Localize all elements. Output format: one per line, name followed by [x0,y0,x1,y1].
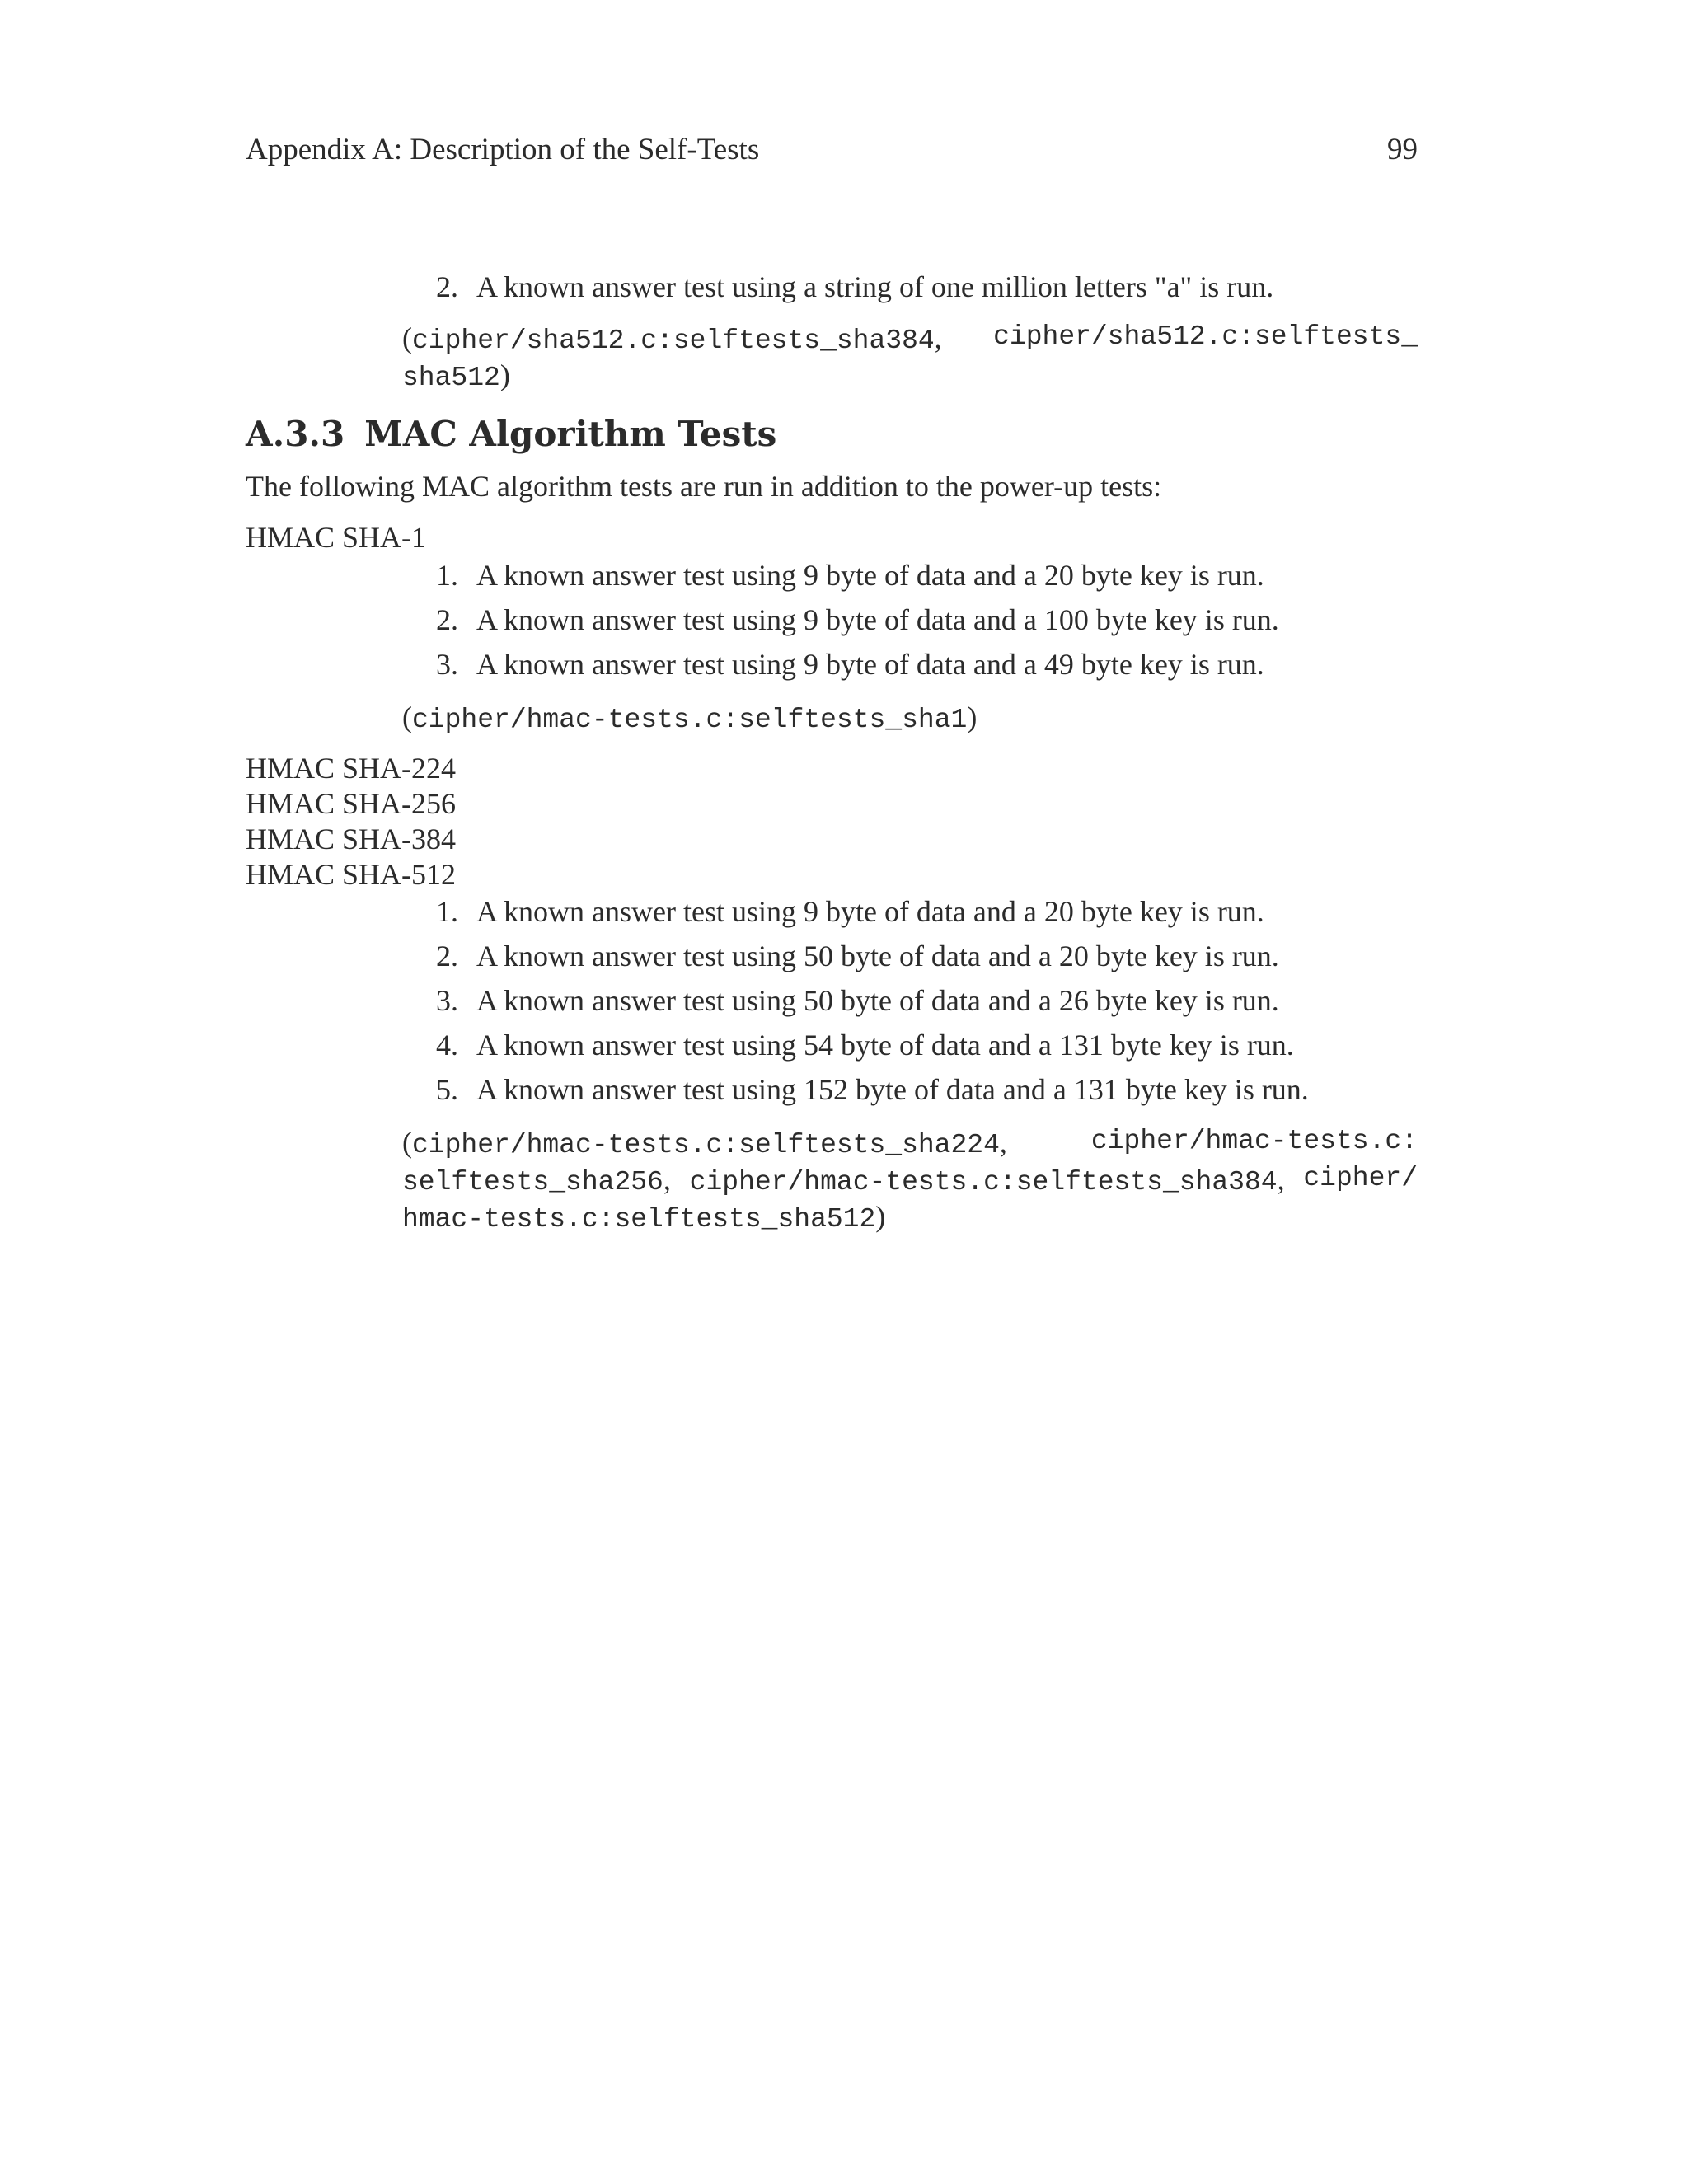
source-reference-line [402,702,1418,733]
list-item [415,1075,1309,1104]
list-item-number: 1. [436,895,458,928]
list-item-text: A known answer test using 50 byte of data and a 26 byte key is run. [476,984,1279,1017]
list-item-text: A known answer test using a string of one million letters "a" is run. [476,270,1274,303]
list-item-number: 3. [436,984,458,1017]
code-reference: cipher/hmac-tests.c: [1090,1126,1418,1156]
code-reference: sha512 [402,363,500,393]
list-item-number: 2. [436,940,458,972]
separator: , [1277,1163,1285,1196]
code-reference: selftests_sha256 [402,1167,663,1197]
running-header-title: Appendix A: Description of the Self-Tests [246,133,760,166]
source-reference-line [402,1202,1418,1233]
list-item [415,897,1264,926]
open-paren: ( [402,321,412,354]
list-item [415,560,1264,590]
source-reference-line [402,323,1418,354]
list-item-number: 2. [436,270,458,303]
source-reference-line [402,1165,1418,1196]
source-reference-line [402,1127,1418,1159]
list-item [415,1030,1294,1060]
hmac-sha224-label: HMAC SHA-224 [246,752,457,785]
code-reference: cipher/hmac-tests.c:selftests_sha224 [412,1130,1000,1160]
close-paren: ) [967,701,978,733]
hmac-sha384-label: HMAC SHA-384 [246,823,457,855]
code-reference: cipher/hmac-tests.c:selftests_sha1 [412,705,968,735]
hmac-sha1-label: HMAC SHA-1 [246,521,427,554]
list-item-number: 4. [436,1029,458,1062]
list-item-text: A known answer test using 9 byte of data and a 20 byte key is run. [476,895,1264,928]
code-reference: cipher/sha512.c:selftests_sha384 [412,326,935,356]
list-item-text: A known answer test using 152 byte of data and a 131 byte key is run. [476,1073,1309,1106]
list-item-text: A known answer test using 9 byte of data and a 49 byte key is run. [476,648,1264,681]
open-paren: ( [402,1126,412,1159]
code-reference: hmac-tests.c:selftests_sha512 [402,1204,876,1235]
section-heading [246,414,777,454]
list-item-number: 3. [436,648,458,681]
list-item [415,986,1279,1015]
open-paren: ( [402,701,412,733]
hmac-sha256-label: HMAC SHA-256 [246,787,457,820]
list-item [415,605,1279,635]
list-item-number: 5. [436,1073,458,1106]
code-reference: cipher/ [1303,1163,1418,1193]
section-title: MAC Algorithm Tests [364,414,777,454]
code-reference: cipher/hmac-tests.c:selftests_sha384 [689,1167,1278,1197]
separator: , [663,1163,671,1196]
list-item-number: 2. [436,603,458,636]
list-item-number: 1. [436,559,458,592]
page-number: 99 [1387,133,1418,166]
section-intro: The following MAC algorithm tests are run in addition to the power-up tests: [246,470,1162,503]
source-reference-line [402,360,1418,391]
close-paren: ) [875,1200,886,1233]
list-item [415,941,1279,971]
list-item-text: A known answer test using 9 byte of data and a 100 byte key is run. [476,603,1279,636]
separator: , [934,321,942,354]
section-number: A.3.3 [246,414,345,454]
hmac-sha512-label: HMAC SHA-512 [246,858,457,891]
list-item-text: A known answer test using 50 byte of data and a 20 byte key is run. [476,940,1279,972]
list-item [415,272,1273,302]
list-item-text: A known answer test using 9 byte of data and a 20 byte key is run. [476,559,1264,592]
list-item [415,649,1264,679]
close-paren: ) [499,359,510,391]
separator: , [999,1126,1007,1159]
code-reference: cipher/sha512.c:selftests_ [993,321,1418,352]
list-item-text: A known answer test using 54 byte of data and a 131 byte key is run. [476,1029,1294,1062]
